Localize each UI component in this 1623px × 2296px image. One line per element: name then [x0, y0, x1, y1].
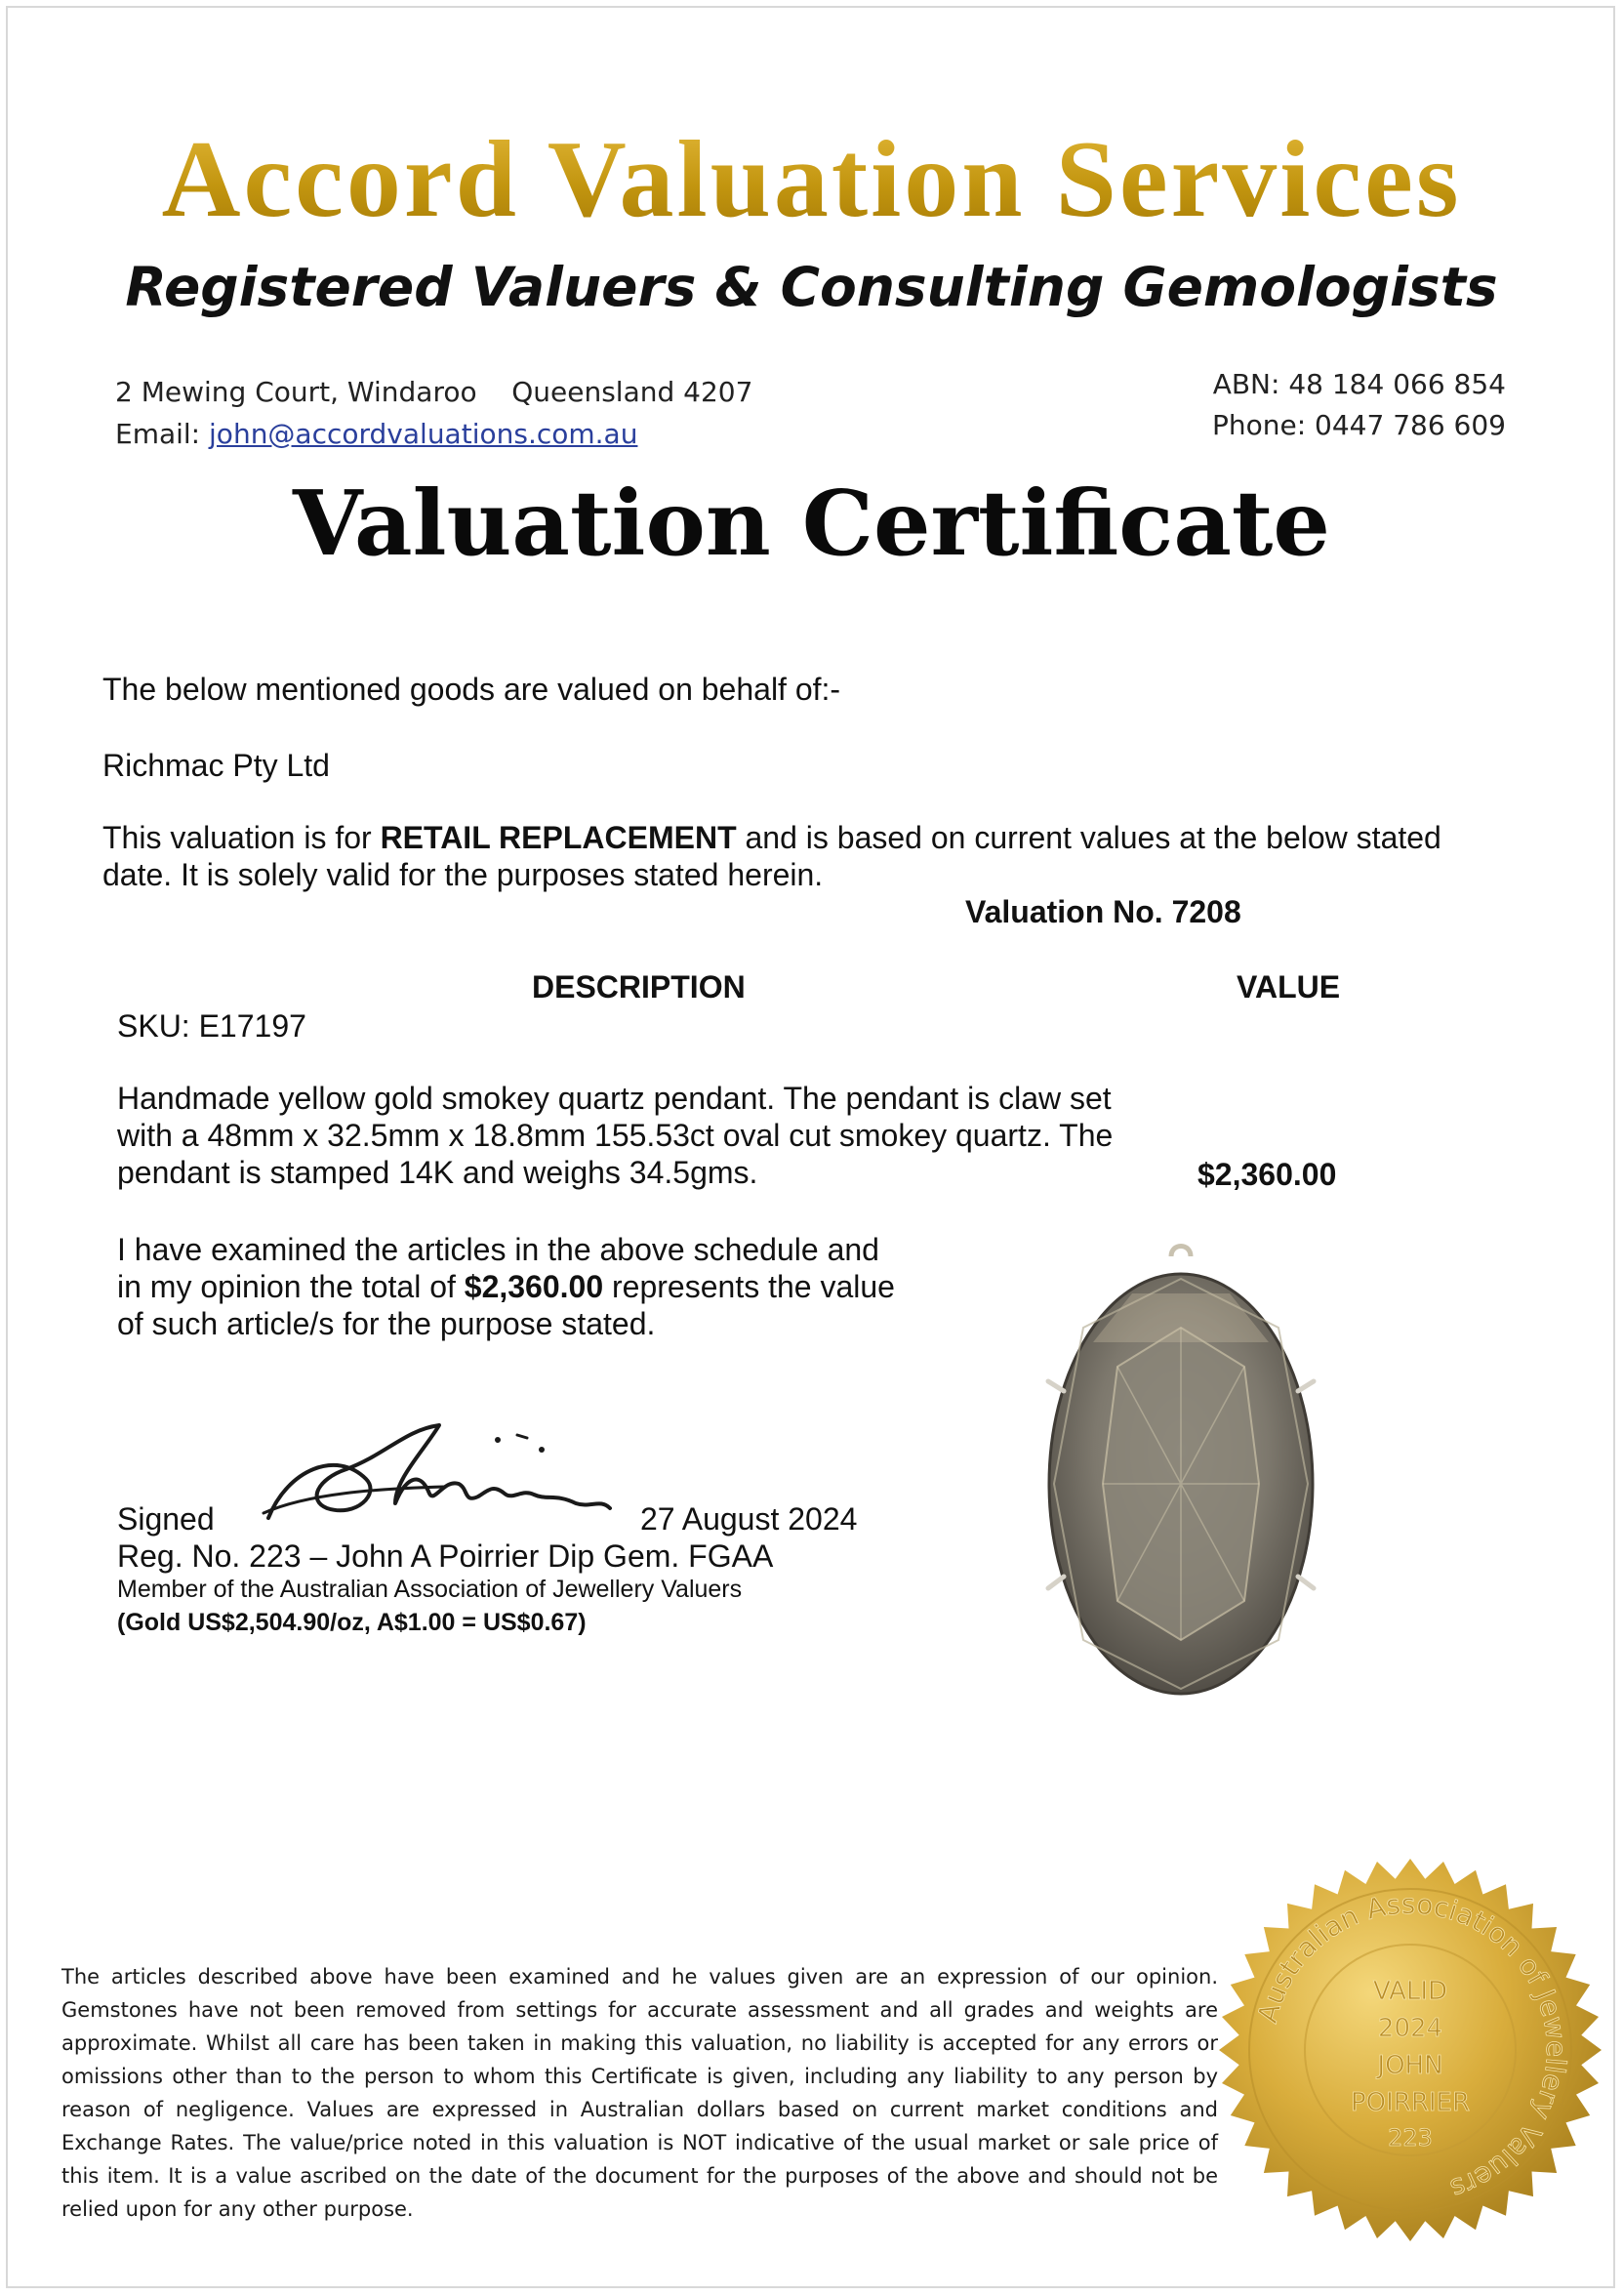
opinion-line-3: of such article/s for the purpose stated.	[117, 1306, 656, 1341]
seal-line-5: 223	[1388, 2124, 1433, 2152]
email-label: Email:	[115, 418, 201, 450]
email-link[interactable]: john@accordvaluations.com.au	[209, 418, 638, 450]
opinion-pre: in my opinion the total of	[117, 1269, 456, 1304]
address-street: 2 Mewing Court, Windaroo	[115, 376, 477, 408]
seal-ring-text: Australian Association of Jewellery Valuers	[1251, 1887, 1573, 2206]
description-line-2: with a 48mm x 32.5mm x 18.8mm 155.53ct oval cut smokey quartz. The	[117, 1118, 1114, 1153]
value-header: VALUE	[1237, 969, 1341, 1004]
exchange-rates: (Gold US$2,504.90/oz, A$1.00 = US$0.67)	[117, 1609, 587, 1636]
certificate-title: Valuation Certificate	[293, 471, 1330, 576]
signed-date: 27 August 2024	[640, 1501, 858, 1537]
address-state: Queensland 4207	[511, 376, 753, 408]
email-line	[115, 418, 637, 450]
address	[115, 376, 752, 408]
sku: SKU: E17197	[117, 1008, 306, 1044]
description-line-1: Handmade yellow gold smokey quartz pendant. The pendant is claw set	[117, 1081, 1112, 1116]
opinion-total: $2,360.00	[464, 1269, 604, 1304]
registration: Reg. No. 223 – John A Poirrier Dip Gem. FGAA	[117, 1538, 774, 1574]
purpose-bold: RETAIL REPLACEMENT	[380, 820, 737, 855]
smokey-quartz-pendant-image	[1025, 1235, 1337, 1713]
signature-image	[249, 1411, 620, 1538]
seal-line-4: POIRRIER	[1350, 2088, 1471, 2117]
purpose-post: and is based on current values at the below stated	[745, 820, 1441, 855]
phone: Phone: 0447 786 609	[1211, 409, 1506, 441]
abn: ABN: 48 184 066 854	[1212, 368, 1506, 400]
valuers-association-seal	[1215, 1855, 1605, 2245]
purpose-line-1	[102, 820, 1441, 856]
seal-line-1: VALID	[1372, 1977, 1448, 2006]
signed-label: Signed	[117, 1501, 215, 1537]
footer-disclaimer: The articles described above have been examined and he values given are an expression of our opinion. Gemstones have not been removed from settings for accurate assessment and all grades and weights are approximate. Whilst all care has been taken in making this valuation, no liability is accepted for any errors or omissions other than to the person to whom this Certificate is given, including any liability to any person by reason of negligence. Values are expressed in Australian dollars based on current market conditions and Exchange Rates. The value/price noted in this valuation is NOT indicative of the usual market or sale price of this item. It is a value ascribed on the date of the document for the purposes of the above and should not be relied upon for any other purpose.	[61, 1965, 1218, 2221]
description-line-3: pendant is stamped 14K and weighs 34.5gms.	[117, 1155, 758, 1190]
membership: Member of the Australian Association of Jewellery Valuers	[117, 1576, 743, 1603]
company-tagline: Registered Valuers & Consulting Gemologists	[125, 256, 1498, 318]
company-name: Accord Valuation Services	[0, 117, 1623, 243]
valuation-number: Valuation No. 7208	[965, 894, 1241, 929]
purpose-line-2: date. It is solely valid for the purposes stated herein.	[102, 857, 824, 892]
opinion-line-1: I have examined the articles in the above schedule and	[117, 1232, 879, 1267]
purpose-pre: This valuation is for	[102, 820, 372, 855]
client-name: Richmac Pty Ltd	[102, 748, 330, 783]
item-value: $2,360.00	[1197, 1157, 1337, 1192]
opinion-post: represents the value	[612, 1269, 895, 1304]
intro-text: The below mentioned goods are valued on behalf of:-	[102, 672, 841, 707]
opinion-line-2	[117, 1269, 895, 1305]
seal-line-3: JOHN	[1377, 2051, 1443, 2080]
seal-line-2: 2024	[1377, 2014, 1443, 2043]
description-header: DESCRIPTION	[532, 969, 746, 1004]
